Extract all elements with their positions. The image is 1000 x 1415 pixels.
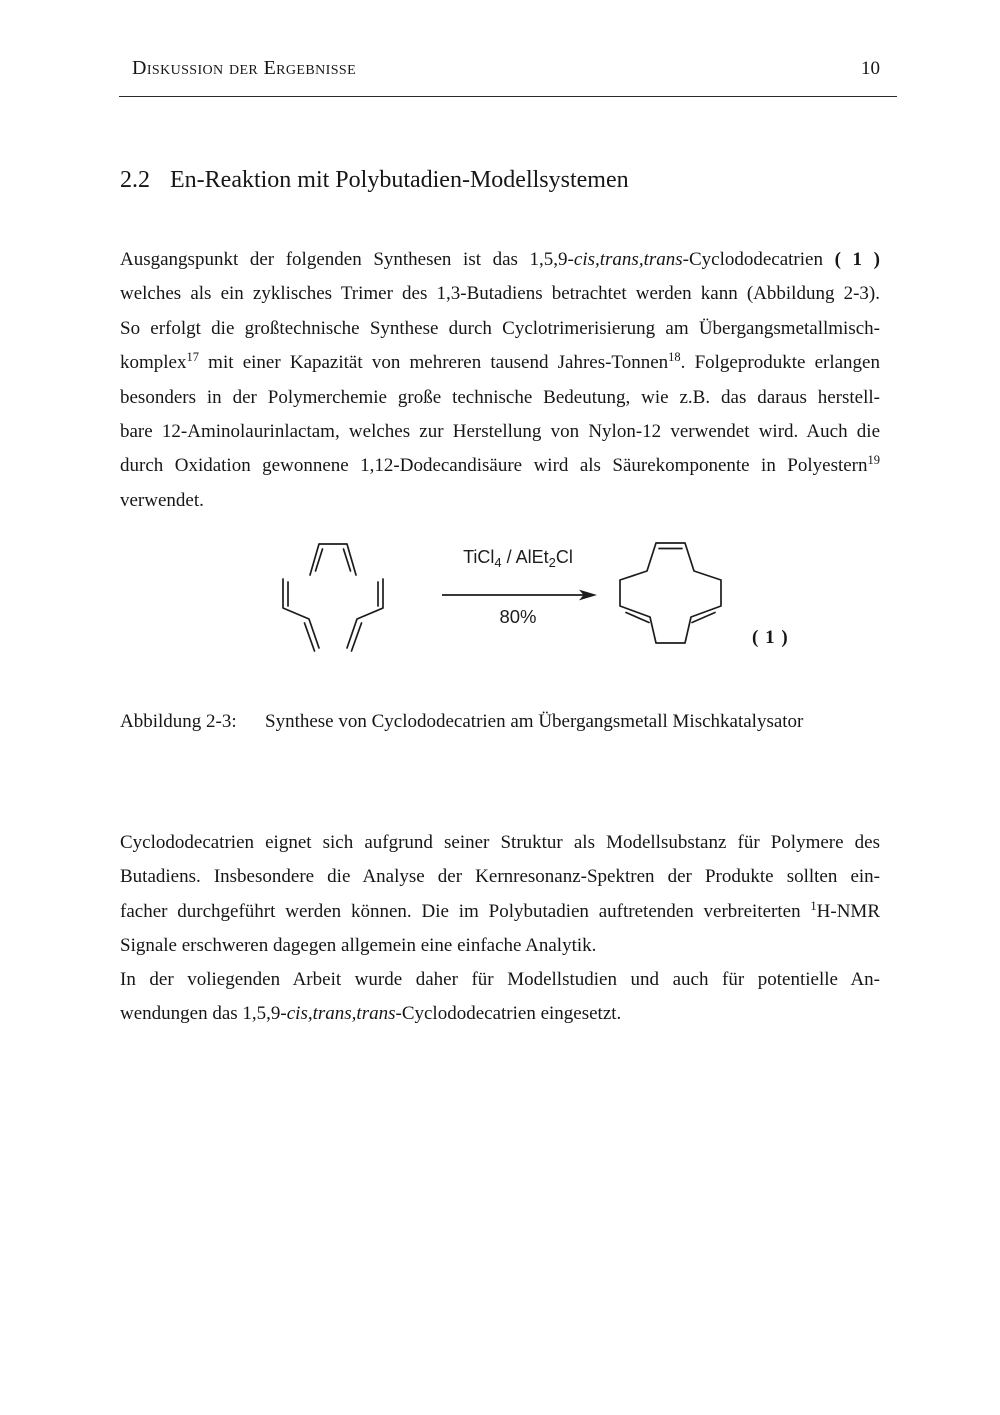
text-segment: verwendet. — [120, 489, 204, 511]
text-segment: welches als ein zyklisches Trimer des 1,3-Butadiens betrachtet werden kann (Abbildung 2-3). — [120, 283, 880, 305]
cyclododecatriene-structure — [599, 529, 749, 664]
text-line — [120, 243, 880, 277]
figure-caption-label: Abbildung 2-3: — [120, 711, 237, 732]
compound-number-label: ( 1 ) — [752, 627, 789, 648]
butadiene-trimer-structure — [262, 518, 412, 678]
section-heading — [120, 167, 880, 194]
text-line — [120, 997, 880, 1031]
reaction-arrow-icon — [438, 583, 600, 607]
text-line — [120, 929, 880, 963]
text-segment: 1 — [810, 898, 817, 913]
page-number: 10 — [861, 58, 880, 79]
text-segment: cis,trans,trans — [286, 1003, 396, 1025]
text-line — [120, 484, 880, 518]
text-segment: durch Oxidation gewonnene 1,12-Dodecandisäure wird als Säurekomponente in Polyestern — [120, 455, 868, 477]
text-segment: / AlEt — [501, 547, 549, 567]
text-segment: So erfolgt die großtechnische Synthese durch Cyclotrimerisierung am Übergangsmetallmisch- — [120, 317, 880, 339]
text-segment: ( 1 ) — [834, 249, 880, 270]
text-segment: Ausgangspunkt der folgenden Synthesen ist das 1,5,9- — [120, 249, 574, 270]
running-header-title: Diskussion der Ergebnisse — [132, 57, 357, 79]
reagent-label — [428, 547, 608, 568]
text-segment: 2 — [548, 555, 556, 570]
yield-label: 80% — [499, 606, 537, 627]
text-segment: Signale erschweren dagegen allgemein eine einfache Analytik. — [120, 935, 597, 957]
text-segment: cis,trans,trans — [573, 249, 683, 270]
text-segment: TiCl — [463, 547, 495, 567]
text-line — [120, 312, 880, 346]
text-segment: 18 — [668, 350, 681, 365]
text-segment: facher durchgeführt werden können. Die im Polybutadien auftretenden verbreiterten — [120, 900, 811, 922]
text-line — [120, 860, 880, 894]
text-segment: -Cyclododecatrien eingesetzt. — [395, 1003, 622, 1025]
text-line — [120, 963, 880, 997]
text-segment: . Folgeprodukte erlangen — [680, 352, 880, 374]
text-segment: mit einer Kapazität von mehreren tausend Jahres-Tonnen — [199, 352, 669, 374]
text-segment: Butadiens. Insbesondere die Analyse der Kernresonanz-Spektren der Produkte sollten ein- — [120, 866, 880, 888]
section-number: 2.2 — [120, 167, 150, 193]
text-line — [120, 381, 880, 415]
figure-caption — [120, 711, 910, 733]
text-line — [120, 895, 880, 929]
text-segment: Cl — [555, 547, 573, 567]
text-segment: Cyclododecatrien eignet sich aufgrund seiner Struktur als Modellsubstanz für Polymere des — [120, 832, 880, 853]
text-segment: wendungen das 1,5,9- — [120, 1003, 287, 1025]
text-segment: bare 12-Aminolaurinlactam, welches zur Herstellung von Nylon-12 verwendet wird. Auch die — [120, 420, 880, 442]
text-line — [120, 826, 880, 860]
paragraph — [120, 826, 880, 964]
text-line — [120, 346, 880, 380]
paragraph — [120, 243, 880, 518]
text-segment: besonders in der Polymerchemie große technische Bedeutung, wie z.B. das daraus herstell- — [120, 386, 880, 408]
text-segment: 19 — [867, 453, 880, 468]
header-rule — [119, 96, 897, 97]
paragraph — [120, 963, 880, 1032]
text-segment: 17 — [186, 350, 199, 365]
text-line — [120, 277, 880, 311]
text-segment: komplex — [120, 352, 187, 374]
section-title: En-Reaktion mit Polybutadien-Modellsystemen — [170, 167, 629, 193]
text-line — [120, 415, 880, 449]
text-line — [120, 449, 880, 483]
text-segment: H-NMR — [816, 900, 880, 922]
text-segment: -Cyclododecatrien — [682, 249, 835, 270]
figure-caption-text: Synthese von Cyclododecatrien am Übergangsmetall Mischkatalysator — [265, 711, 804, 732]
text-segment: 4 — [494, 555, 502, 570]
text-segment: In der voliegenden Arbeit wurde daher für Modellstudien und auch für potentielle An- — [120, 969, 880, 990]
